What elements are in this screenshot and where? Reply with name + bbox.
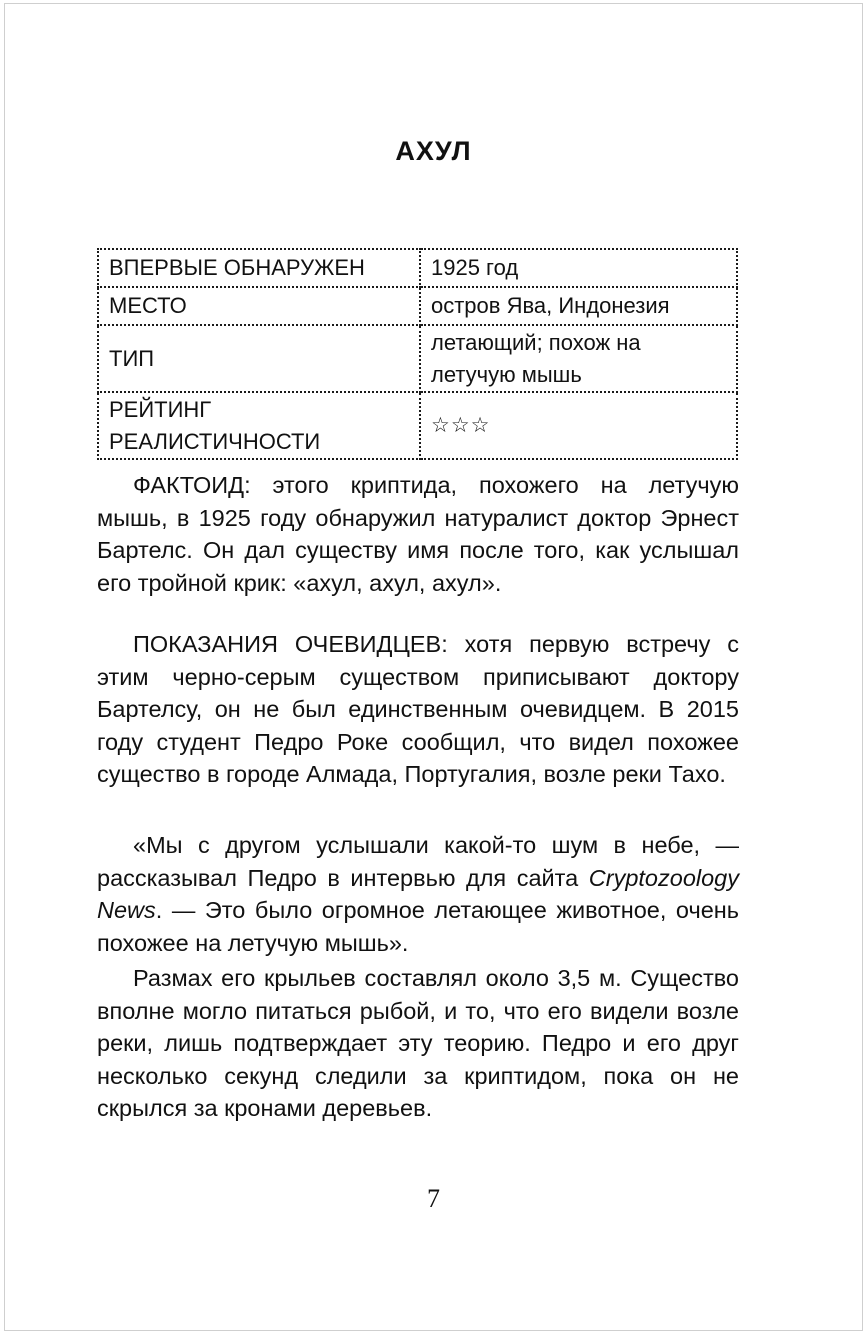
quote-after: . — Это было огромное летающее животное, очень похожее на летучую мышь». — [97, 897, 739, 956]
factoid-text: ФАКТОИД: этого криптида, похожего на летучую мышь, в 1925 году обнаружил натуралист доктор Эрнест Бартелс. Он дал существу имя после того, как услышал его тройной крик: «ахул, ахул, ахул». — [97, 472, 739, 596]
table-row — [98, 392, 737, 459]
rating-value — [420, 392, 737, 459]
star-rating-icon: ☆☆☆ — [431, 414, 491, 437]
fact-label: РЕЙТИНГ РЕАЛИСТИЧНОСТИ — [98, 392, 420, 459]
table-row — [98, 325, 737, 392]
table-row — [98, 287, 737, 325]
fact-value: летающий; похож на летучую мышь — [420, 325, 737, 392]
book-page — [4, 3, 863, 1331]
quote-text — [97, 829, 739, 959]
fact-label: МЕСТО — [98, 287, 420, 325]
facts-table — [97, 248, 738, 460]
fact-label: ТИП — [98, 325, 420, 392]
quote-paragraph — [97, 829, 739, 959]
factoid-paragraph — [97, 469, 739, 599]
witness-text: ПОКАЗАНИЯ ОЧЕВИДЦЕВ: хотя первую встречу с этим черно-серым существом приписывают доктору Бартелсу, он не был единственным очевидцем. В 2015 году студент Педро Роке сообщил, что видел похожее существо в городе Алмада, Португалия, возле реки Тахо. — [97, 631, 739, 787]
wingspan-text: Размах его крыльев составлял около 3,5 м. Существо вполне могло питаться рыбой, и то, что его видели возле реки, лишь подтверждает эту теорию. Педро и его друг несколько секунд следили за криптидом, пока он не скрылся за кронами деревьев. — [97, 965, 739, 1121]
table-row — [98, 249, 737, 287]
fact-label: ВПЕРВЫЕ ОБНАРУЖЕН — [98, 249, 420, 287]
wingspan-paragraph — [97, 962, 739, 1125]
page-number: 7 — [427, 1184, 440, 1213]
quote-before: «Мы с другом услышали какой-то шум в небе, — рассказывал Педро в интервью для сайта — [97, 832, 739, 891]
fact-value: 1925 год — [420, 249, 737, 287]
witness-paragraph — [97, 628, 739, 791]
quote-source: Cryptozoology News — [97, 864, 739, 923]
page-title: АХУЛ — [395, 136, 472, 166]
fact-value: остров Ява, Индонезия — [420, 287, 737, 325]
